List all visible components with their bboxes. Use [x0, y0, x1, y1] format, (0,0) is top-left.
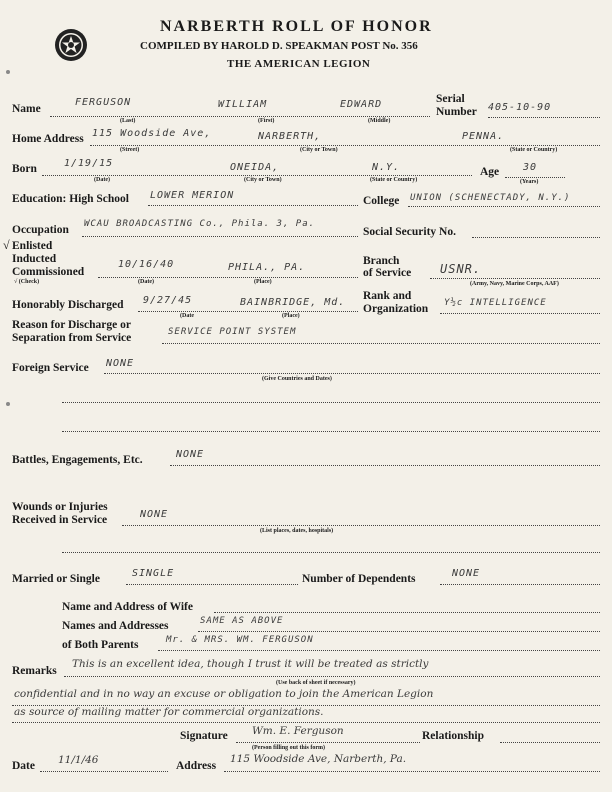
home-state-value: PENNA.: [462, 131, 505, 142]
date-value: 11/1/46: [58, 754, 99, 766]
caption-branch: (Army, Navy, Marine Corps, AAF): [470, 281, 559, 287]
caption-signature: (Person filling out this form): [252, 745, 325, 751]
wounds-line: [122, 525, 600, 526]
wife-line: [214, 612, 600, 613]
wounds-value: NONE: [140, 509, 169, 520]
branch-line: [430, 278, 600, 279]
discharge-date-value: 9/27/45: [143, 295, 193, 306]
enlisted-checkmark: √: [3, 238, 10, 252]
high-school-value: LOWER MERION: [150, 190, 235, 201]
caption-discharge-date: (Date: [180, 313, 194, 319]
home-street-value: 115 Woodside Ave,: [92, 128, 212, 139]
ssn-line: [472, 237, 600, 238]
enlisted-date-value: 10/16/40: [118, 259, 175, 270]
discharge-label: Honorably Discharged: [12, 299, 124, 311]
ssn-label: Social Security No.: [363, 226, 456, 238]
name-label: Name: [12, 103, 41, 115]
address-label: Address: [176, 760, 217, 772]
rank-line: [440, 313, 600, 314]
name-first-value: WILLIAM: [218, 99, 268, 110]
dependents-line: [440, 584, 600, 585]
caption-middle: (Middle): [368, 118, 391, 124]
punch-hole: [6, 402, 10, 406]
parents-value-2: Mr. & MRS. WM. FERGUSON: [166, 635, 314, 645]
home-city-value: NARBERTH,: [258, 131, 322, 142]
dependents-label: Number of Dependents: [302, 573, 416, 585]
serial-line: [488, 117, 600, 118]
college-label: College: [363, 195, 400, 207]
reason-line: [162, 343, 600, 344]
born-label: Born: [12, 163, 37, 175]
caption-born-state: (State or Country): [370, 177, 418, 183]
caption-wounds: (List places, dates, hospitals): [260, 528, 334, 534]
remarks-text-2: confidential and in no way an excuse or obligation to join the American Legion: [14, 688, 434, 700]
inducted-label: Inducted: [12, 253, 57, 265]
caption-remarks: (Use back of sheet if necessary): [276, 680, 356, 686]
remarks-label: Remarks: [12, 665, 57, 677]
address-value: 115 Woodside Ave, Narberth, Pa.: [230, 753, 407, 765]
battles-label: Battles, Engagements, Etc.: [12, 454, 143, 466]
occupation-label: Occupation: [12, 224, 69, 236]
rank-label: Rank and: [363, 290, 412, 302]
form-subtitle: COMPILED BY HAROLD D. SPEAKMAN POST No. 356: [140, 40, 418, 52]
relationship-line: [500, 742, 600, 743]
caption-enlisted-place: (Place): [254, 279, 272, 285]
age-line: [505, 177, 565, 178]
name-last-value: FERGUSON: [75, 97, 132, 108]
home-address-line: [90, 145, 600, 146]
date-label: Date: [12, 760, 35, 772]
both-parents-label: of Both Parents: [62, 639, 139, 651]
caption-age: (Years): [520, 179, 539, 185]
foreign-service-line-3: [62, 431, 600, 432]
age-value: 30: [523, 162, 538, 173]
reason-value: SERVICE POINT SYSTEM: [168, 327, 297, 337]
received-in-service-label: Received in Service: [12, 514, 108, 526]
caption-born-city: (City or Town): [244, 177, 282, 183]
branch-value: USNR.: [440, 262, 482, 276]
parents-line-2: [158, 650, 600, 651]
enlisted-label: Enlisted: [12, 240, 53, 252]
name-line: [50, 116, 430, 117]
enlisted-place-value: PHILA., PA.: [228, 262, 306, 273]
address-line: [224, 771, 600, 772]
occupation-value: WCAU BROADCASTING Co., Phila. 3, Pa.: [84, 219, 316, 229]
age-label: Age: [480, 166, 500, 178]
organization-label: Organization: [363, 303, 429, 315]
wife-label: Name and Address of Wife: [62, 601, 193, 613]
branch-label: Branch: [363, 255, 400, 267]
caption-city: (City or Town): [300, 147, 338, 153]
caption-discharge-place: (Place): [282, 313, 300, 319]
occupation-line: [82, 236, 358, 237]
wounds-line-2: [62, 552, 600, 553]
signature-value: Wm. E. Ferguson: [252, 725, 344, 737]
caption-state: (State or Country): [510, 147, 558, 153]
branch-of-service-label: of Service: [363, 267, 412, 279]
rank-value: Y½c INTELLIGENCE: [444, 298, 547, 308]
relationship-label: Relationship: [422, 730, 484, 742]
caption-street: (Street): [120, 147, 140, 153]
caption-first: (First): [258, 118, 275, 124]
form-title: NARBERTH ROLL OF HONOR: [160, 18, 433, 35]
date-line: [40, 771, 168, 772]
married-value: SINGLE: [132, 568, 175, 579]
signature-line: [236, 742, 420, 743]
discharge-place-value: BAINBRIDGE, Md.: [240, 297, 346, 308]
college-line: [408, 206, 600, 207]
parents-line: [198, 631, 600, 632]
foreign-service-label: Foreign Service: [12, 362, 89, 374]
remarks-line: [64, 676, 600, 677]
serial-label: Serial: [436, 93, 465, 105]
high-school-line: [148, 205, 358, 206]
college-value: UNION (SCHENECTADY, N.Y.): [410, 193, 571, 203]
married-line: [126, 584, 298, 585]
remarks-line-3: [12, 722, 600, 723]
foreign-service-value: NONE: [106, 358, 135, 369]
remarks-text-3: as source of mailing matter for commercial organizations.: [14, 706, 324, 718]
caption-last: (Last): [120, 118, 136, 124]
signature-label: Signature: [180, 730, 228, 742]
legion-emblem-icon: [54, 28, 88, 62]
serial-value: 405-10-90: [488, 102, 552, 113]
caption-enlisted-date: (Date): [138, 279, 154, 285]
parents-value-1: SAME AS ABOVE: [200, 616, 284, 626]
born-date-value: 1/19/15: [64, 158, 114, 169]
foreign-service-line-2: [62, 402, 600, 403]
reason-label: Reason for Discharge or: [12, 319, 131, 331]
parents-label: Names and Addresses: [62, 620, 169, 632]
dependents-value: NONE: [452, 568, 481, 579]
battles-line: [170, 465, 600, 466]
battles-value: NONE: [176, 449, 205, 460]
education-label: Education: High School: [12, 193, 129, 205]
born-city-value: ONEIDA,: [230, 162, 280, 173]
wounds-label: Wounds or Injuries: [12, 501, 108, 513]
name-middle-value: EDWARD: [340, 99, 383, 110]
caption-check: √ (Check): [14, 279, 40, 285]
home-address-label: Home Address: [12, 133, 84, 145]
born-line: [42, 175, 472, 176]
serial-number-label: Number: [436, 106, 477, 118]
separation-label: Separation from Service: [12, 332, 132, 344]
caption-born-date: (Date): [94, 177, 110, 183]
married-label: Married or Single: [12, 573, 100, 585]
enlisted-line: [98, 277, 358, 278]
caption-foreign-service: (Give Countries and Dates): [262, 376, 332, 382]
commissioned-label: Commissioned: [12, 266, 85, 278]
remarks-text-1: This is an excellent idea, though I trust it will be treated as strictly: [72, 658, 429, 670]
discharge-line: [138, 311, 358, 312]
form-org: THE AMERICAN LEGION: [227, 58, 371, 70]
born-state-value: N.Y.: [372, 162, 401, 173]
punch-hole: [6, 70, 10, 74]
foreign-service-line: [104, 373, 600, 374]
